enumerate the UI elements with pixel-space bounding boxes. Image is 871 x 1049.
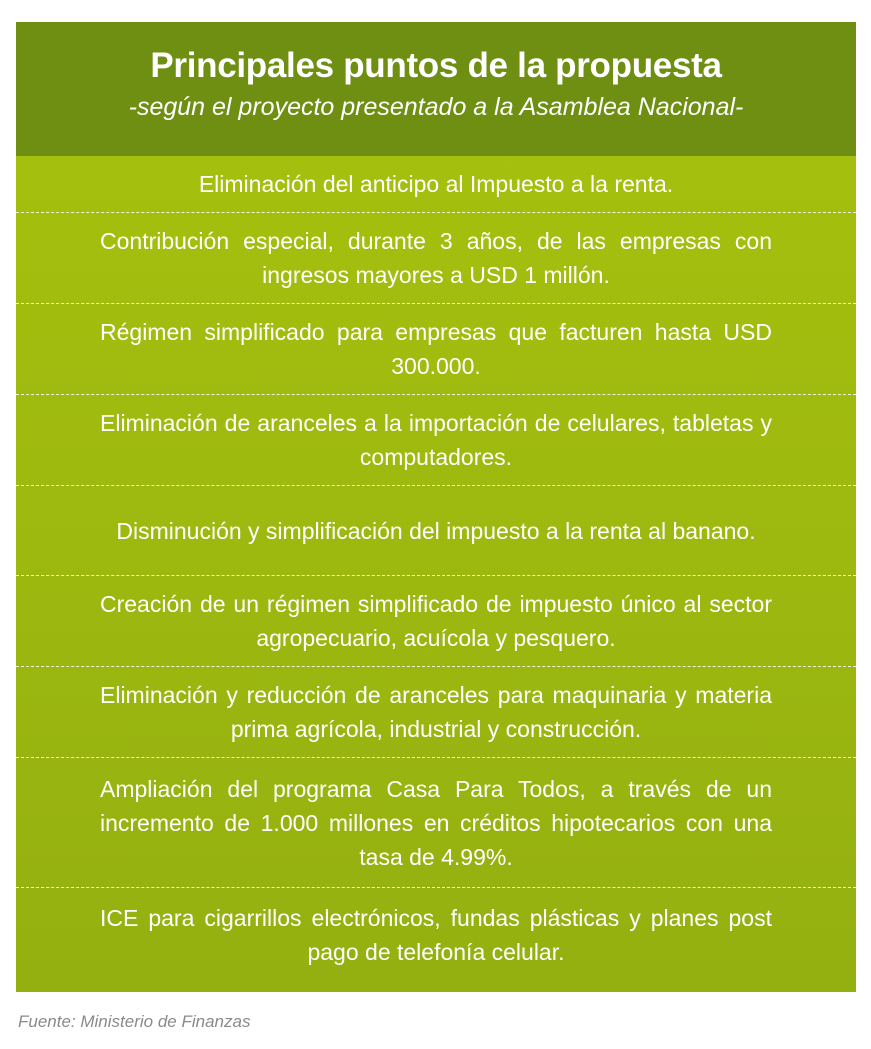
list-item-text: Disminución y simplificación del impuesto a la renta al banano.	[116, 517, 756, 544]
list-item	[16, 156, 856, 212]
card-header	[16, 22, 856, 156]
list-item	[16, 667, 856, 757]
list-item-text: Régimen simplificado para empresas que facturen hasta USD 300.000.	[100, 319, 772, 379]
page-subtitle: -según el proyecto presentado a la Asamblea Nacional-	[128, 93, 744, 121]
proposal-card	[16, 22, 856, 992]
page-title: Principales puntos de la propuesta	[150, 46, 722, 85]
list-item-text: Eliminación y reducción de aranceles para maquinaria y materia prima agrícola, industrial y construcción.	[100, 682, 772, 742]
list-item	[16, 576, 856, 666]
list-item-text: Contribución especial, durante 3 años, de las empresas con ingresos mayores a USD 1 millón.	[100, 228, 772, 288]
list-item-text: Eliminación de aranceles a la importación de celulares, tabletas y computadores.	[100, 410, 772, 470]
list-item-text: Creación de un régimen simplificado de impuesto único al sector agropecuario, acuícola y pesquero.	[100, 591, 772, 651]
list-item	[16, 888, 856, 982]
list-item	[16, 758, 856, 887]
list-item-text: Ampliación del programa Casa Para Todos, a través de un incremento de 1.000 millones en créditos hipotecarios con una tasa de 4.99%.	[100, 775, 772, 870]
source-note: Fuente: Ministerio de Finanzas	[18, 1012, 251, 1031]
list-item-text: ICE para cigarrillos electrónicos, fundas plásticas y planes post pago de telefonía celular.	[100, 905, 772, 965]
list-item	[16, 304, 856, 394]
list-item-text: Eliminación del anticipo al Impuesto a la renta.	[198, 171, 674, 197]
list-item	[16, 486, 856, 575]
list-item	[16, 213, 856, 303]
list-item	[16, 395, 856, 485]
